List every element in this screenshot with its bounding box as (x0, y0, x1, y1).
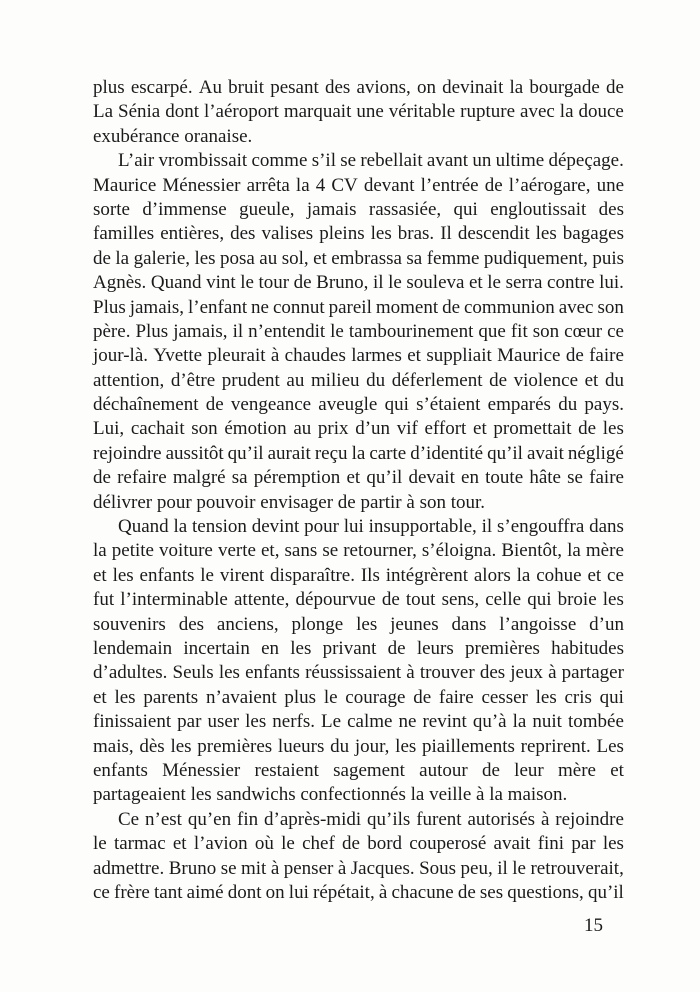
text-line: partageaient les sandwichs confectionnés la veille à la maison. (93, 784, 568, 806)
text-line: la petite voiture verte et, sans se retourner, s’éloigna. Bientôt, la mère (93, 540, 624, 562)
text-line: d’adultes. Seuls les enfants réussissaient à trouver des jeux à partager (93, 662, 624, 684)
text-line: L’air vrombissait comme s’il se rebellait avant un ultime dépeçage. (118, 150, 624, 172)
text-line: fut l’interminable attente, dépourvue de tout sens, celle qui broie les (93, 589, 624, 611)
text-line: délivrer pour pouvoir envisager de partir à son tour. (93, 491, 486, 513)
text-line: sorte d’immense gueule, jamais rassasiée, qui engloutissait des (93, 198, 624, 220)
text-line: Lui, cachait son émotion au prix d’un vif effort et promettait de les (93, 418, 624, 440)
text-line: et les parents n’avaient plus le courage de faire cesser les cris qui (93, 686, 624, 708)
text-line: de la galerie, les posa au sol, et embrassa sa femme pudiquement, puis (93, 247, 624, 269)
text-line: familles entières, des valises pleins les bras. Il descendit les bagages (93, 223, 624, 245)
text-line: déchaînement de vengeance aveugle qui s’étaient emparés du pays. (93, 394, 624, 416)
text-line: Agnès. Quand vint le tour de Bruno, il le souleva et le serra contre lui. (93, 272, 624, 294)
text-line: La Sénia dont l’aéroport marquait une véritable rupture avec la douce (93, 101, 624, 123)
paragraph (93, 76, 624, 149)
text-line: admettre. Bruno se mit à penser à Jacques. Sous peu, il le retrouverait, (93, 857, 624, 879)
page-text (93, 76, 624, 905)
paragraph (93, 149, 624, 515)
text-line: finissaient par user les nerfs. Le calme ne revint qu’à la nuit tombée (93, 711, 624, 733)
text-line: et les enfants le virent disparaître. Ils intégrèrent alors la cohue et ce (93, 564, 624, 586)
text-line: plus escarpé. Au bruit pesant des avions, on devinait la bourgade de (93, 77, 624, 98)
text-line: Maurice Ménessier arrêta la 4 CV devant l’entrée de l’aérogare, une (93, 174, 624, 196)
text-line: jour-là. Yvette pleurait à chaudes larmes et suppliait Maurice de faire (93, 345, 624, 367)
text-line: Ce n’est qu’en fin d’après-midi qu’ils furent autorisés à rejoindre (118, 808, 624, 830)
text-line: Plus jamais, l’enfant ne connut pareil moment de communion avec son (93, 296, 624, 318)
text-line: exubérance oranaise. (93, 125, 253, 147)
text-line: Quand la tension devint pour lui insupportable, il s’engouffra dans (118, 516, 624, 538)
text-line: de refaire malgré sa péremption et qu’il devait en toute hâte se faire (93, 467, 624, 489)
text-line: enfants Ménessier restaient sagement autour de leur mère et (93, 759, 624, 781)
text-line: souvenirs des anciens, plonge les jeunes dans l’angoisse d’un (93, 613, 624, 635)
text-line: mais, dès les premières lueurs du jour, les piaillements reprirent. Les (93, 735, 624, 757)
text-line: ce frère tant aimé dont on lui répétait, à chacune de ses questions, qu’il (93, 881, 624, 903)
text-line: le tarmac et l’avion où le chef de bord couperosé avait fini par les (93, 833, 624, 855)
text-line: père. Plus jamais, il n’entendit le tambourinement que fit son cœur ce (93, 320, 624, 342)
paragraph (93, 515, 624, 808)
page-number: 15 (584, 915, 603, 936)
text-line: attention, d’être prudent au milieu du déferlement de violence et du (93, 369, 624, 391)
text-line: lendemain incertain en les privant de leurs premières habitudes (93, 637, 624, 659)
paragraph (93, 808, 624, 906)
text-line: rejoindre aussitôt qu’il aurait reçu la carte d’identité qu’il avait négligé (93, 442, 624, 464)
